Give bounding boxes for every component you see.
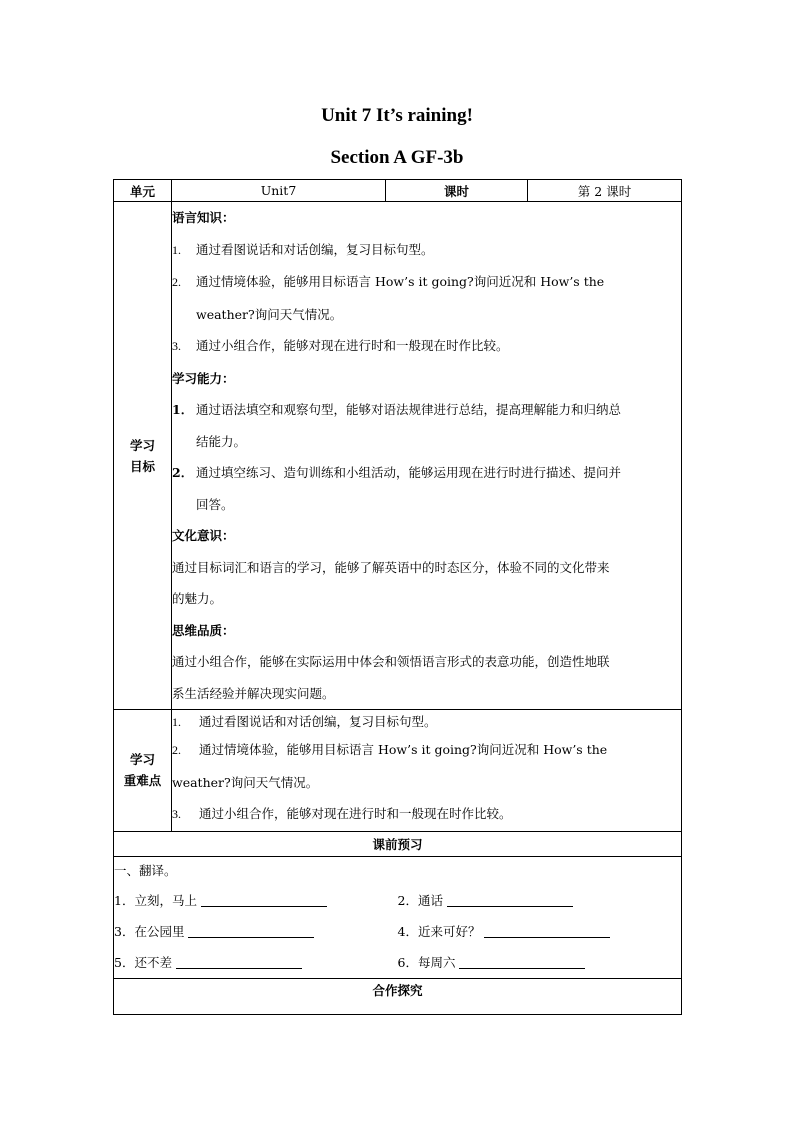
answer-blank-2[interactable] bbox=[447, 892, 573, 907]
answer-blank-3[interactable] bbox=[188, 923, 314, 938]
key-points-content bbox=[172, 710, 682, 832]
translate-label-4: 4．近来可好？ bbox=[397, 923, 481, 939]
cooperation-cell bbox=[114, 978, 682, 1014]
answer-blank-4[interactable] bbox=[484, 923, 610, 938]
translate-item-1 bbox=[114, 885, 398, 916]
key-point-num-3: 3. bbox=[172, 807, 181, 821]
lesson-value: 第 2 课时 bbox=[528, 180, 682, 202]
preview-title: 课前预习 bbox=[114, 831, 682, 856]
unit-label: 单元 bbox=[114, 180, 172, 202]
translate-label-3: 3．在公园里 bbox=[114, 923, 185, 939]
lesson-label: 课时 bbox=[386, 180, 528, 202]
knowledge-text-2-cont: weather?询问天气情况。 bbox=[196, 306, 343, 322]
ability-num-2: 2． bbox=[172, 465, 194, 480]
objectives-label bbox=[114, 202, 172, 710]
preview-line-2 bbox=[114, 916, 681, 947]
translate-label-2: 2．通话 bbox=[397, 892, 443, 908]
knowledge-num-2: 2. bbox=[172, 275, 181, 289]
answer-blank-1[interactable] bbox=[201, 892, 327, 907]
unit-value: Unit7 bbox=[172, 180, 386, 202]
key-point-num-1: 1. bbox=[172, 715, 181, 729]
knowledge-item-1 bbox=[172, 234, 681, 267]
key-point-text-2: 通过情境体验，能够用目标语言 How’s it going?询问近况和 How’s the bbox=[199, 742, 608, 757]
page-subtitle: Section A GF-3b bbox=[330, 147, 464, 168]
thinking-text-1: 通过小组合作，能够在实际运用中体会和领悟语言形式的表意功能，创造性地联 bbox=[172, 654, 610, 669]
lesson-plan-table bbox=[113, 179, 682, 1015]
key-point-1 bbox=[172, 710, 681, 734]
objectives-row bbox=[114, 202, 682, 710]
ability-text-1: 通过语法填空和观察句型，能够对语法规律进行总结，提高理解能力和归纳总 bbox=[196, 402, 622, 417]
preview-line-3 bbox=[114, 947, 681, 978]
ability-item-2 bbox=[172, 457, 681, 489]
preview-heading: 一、翻译。 bbox=[114, 862, 177, 878]
ability-title: 学习能力： bbox=[172, 370, 235, 386]
translate-item-6 bbox=[398, 947, 682, 978]
translate-label-5: 5．还不差 bbox=[114, 954, 172, 970]
key-point-2-cont: weather?询问天气情况。 bbox=[172, 774, 319, 790]
preview-title-row bbox=[114, 831, 682, 856]
key-point-2 bbox=[172, 734, 681, 767]
knowledge-item-2 bbox=[172, 266, 681, 299]
culture-title: 文化意识： bbox=[172, 528, 235, 543]
translate-item-5 bbox=[114, 947, 398, 978]
ability-item-1 bbox=[172, 394, 681, 426]
cooperation-title: 合作探究 bbox=[372, 982, 423, 998]
objectives-content bbox=[172, 202, 682, 710]
knowledge-num-1: 1. bbox=[172, 242, 181, 257]
knowledge-title: 语言知识： bbox=[172, 210, 235, 225]
preview-content bbox=[114, 856, 682, 978]
ability-num-1: 1． bbox=[172, 402, 194, 417]
translate-label-6: 6．每周六 bbox=[397, 954, 456, 970]
key-points-label-text: 学习 重难点 bbox=[123, 752, 162, 789]
preview-row bbox=[114, 856, 682, 978]
ability-text-2: 通过填空练习、造句训练和小组活动，能够运用现在进行时进行描述、提问并 bbox=[196, 465, 622, 480]
knowledge-text-1: 通过看图说话和对话创编，复习目标句型。 bbox=[196, 241, 434, 257]
ability-text-1-cont: 结能力。 bbox=[196, 433, 247, 449]
preview-line-1 bbox=[114, 885, 681, 916]
key-point-text-1: 通过看图说话和对话创编，复习目标句型。 bbox=[199, 714, 437, 729]
translate-label-1: 1．立刻，马上 bbox=[114, 892, 197, 908]
answer-blank-5[interactable] bbox=[176, 954, 302, 969]
ability-text-2-cont: 回答。 bbox=[196, 496, 234, 512]
translate-item-2 bbox=[398, 885, 682, 916]
key-points-label bbox=[114, 710, 172, 832]
thinking-title: 思维品质： bbox=[172, 622, 235, 638]
key-point-num-2: 2. bbox=[172, 743, 181, 757]
key-points-row bbox=[114, 710, 682, 832]
culture-text-2: 的魅力。 bbox=[172, 591, 223, 606]
translate-item-3 bbox=[114, 916, 398, 947]
objectives-label-text: 学习 目标 bbox=[129, 437, 155, 474]
knowledge-item-3 bbox=[172, 330, 681, 363]
knowledge-num-3: 3. bbox=[172, 339, 181, 353]
answer-blank-6[interactable] bbox=[459, 954, 585, 969]
key-point-3 bbox=[172, 798, 681, 831]
knowledge-text-2: 通过情境体验，能够用目标语言 How’s it going?询问近况和 How’s the bbox=[196, 274, 605, 289]
page-title: Unit 7 It’s raining! bbox=[321, 105, 473, 126]
culture-text-1: 通过目标词汇和语言的学习，能够了解英语中的时态区分，体验不同的文化带来 bbox=[172, 559, 610, 575]
cooperation-row bbox=[114, 978, 682, 1014]
knowledge-text-3: 通过小组合作，能够对现在进行时和一般现在时作比较。 bbox=[196, 338, 509, 353]
translate-item-4 bbox=[398, 916, 682, 947]
thinking-text-2: 系生活经验并解决现实问题。 bbox=[172, 685, 335, 701]
key-point-text-3: 通过小组合作，能够对现在进行时和一般现在时作比较。 bbox=[199, 806, 512, 821]
header-row bbox=[114, 180, 682, 202]
